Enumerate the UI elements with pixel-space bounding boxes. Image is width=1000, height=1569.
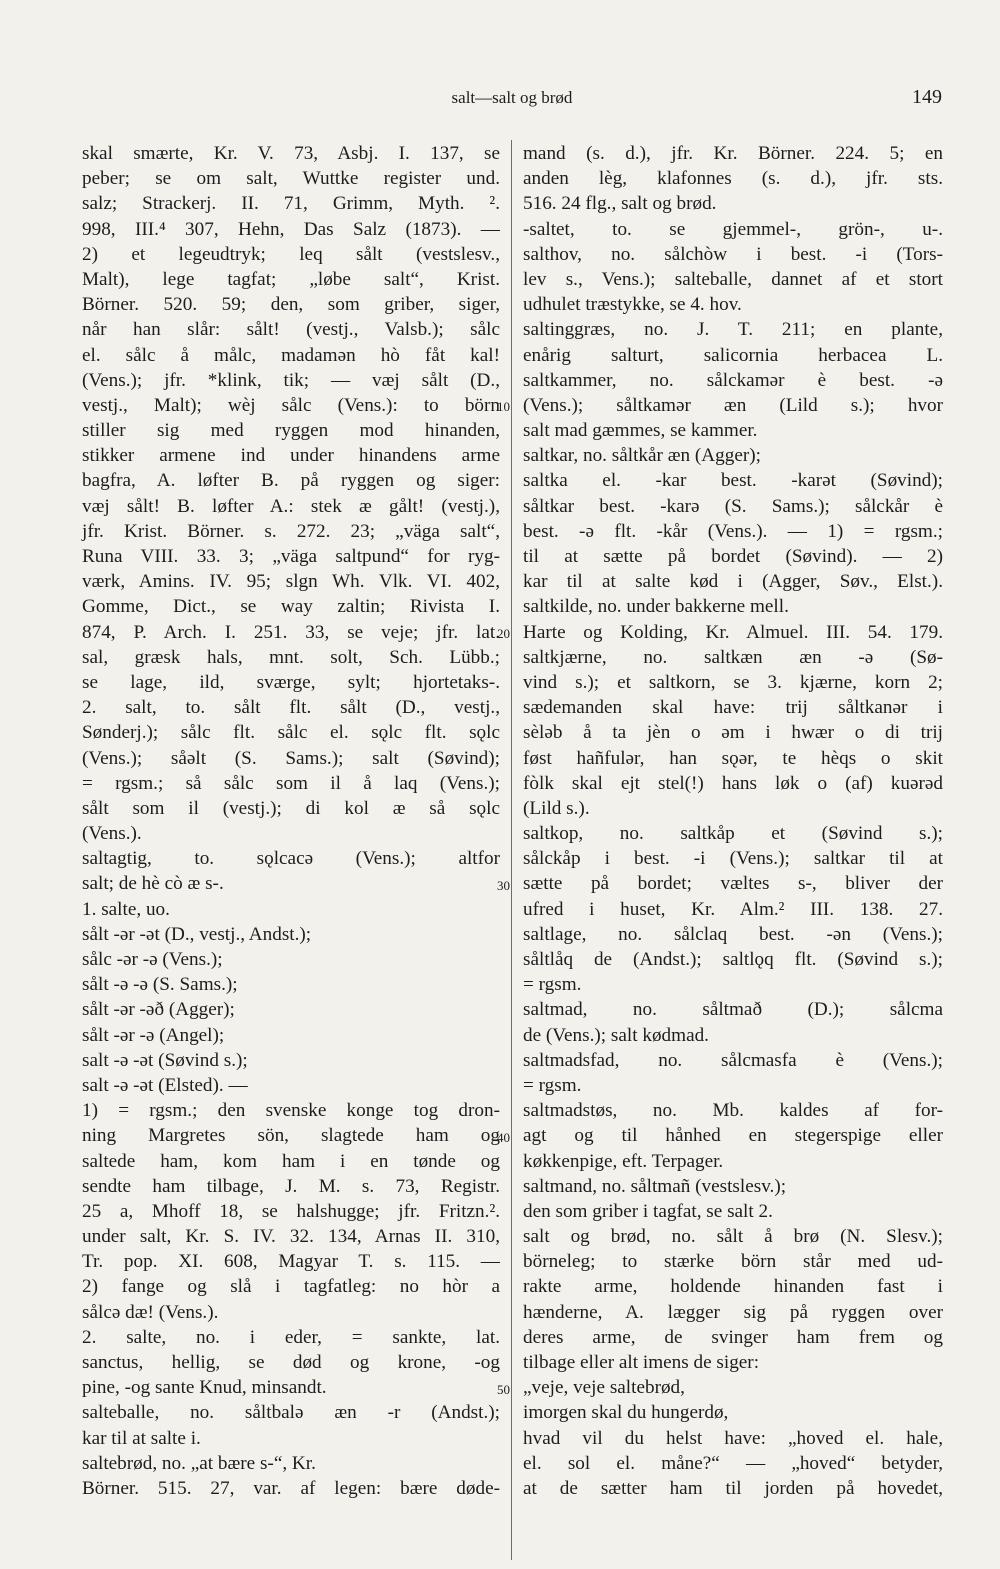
text-line: saltagtig, to. sǫlcacə (Vens.); altfor [82, 848, 500, 870]
text-line: saltmadsfad, no. sålcmasfa è (Vens.); [523, 1049, 943, 1071]
text-line: stikker armene ind under hinandens arme [82, 445, 500, 467]
text-line: sanctus, hellig, se død og krone, -og [82, 1352, 500, 1373]
text-line: sålt -ər -əð (Agger); [82, 999, 235, 1021]
text-line: fòlk skal ejt stel(!) hans løk o (af) kuərəd [523, 772, 943, 794]
text-line: salteballe, no. såltbalə æn -r (Andst.); [82, 1402, 500, 1424]
text-line: salt og brød, no. sålt å brø (N. Slesv.); [523, 1226, 943, 1248]
text-line: sal, græsk hals, mnt. solt, Sch. Lübb.; [82, 646, 500, 668]
text-line: sålt -ər -ə (Angel); [82, 1024, 225, 1046]
text-line: sålt -ə -ə (S. Sams.); [82, 974, 238, 996]
text-line: sålc -ər -ə (Vens.); [82, 949, 223, 970]
text-line: salt -ə -ət (Søvind s.); [82, 1049, 248, 1071]
text-line: sædemanden skal have: trij såltkanər i [523, 697, 943, 719]
text-line: saltmand, no. såltmañ (vestslesv.); [523, 1175, 787, 1197]
text-line: når han slår: sålt! (vestj., Valsb.); sålc [82, 319, 500, 341]
text-line: til at sætte på bordet (Søvind). — 2) [523, 546, 943, 567]
text-line: saltkar, no. såltkår æn (Agger); [523, 445, 761, 467]
text-line: = rgsm. [523, 1074, 582, 1096]
text-line: saltkjærne, no. saltkæn æn -ə (Sø- [523, 646, 943, 668]
text-line: el. sålc å målc, madamən hò fåt kal! [82, 344, 500, 366]
text-line: (Vens.); såltkamər æn (Lild s.); hvor [523, 394, 943, 416]
text-line: jfr. Krist. Börner. s. 272. 23; „väga salt“, [82, 520, 500, 542]
text-line: såltkar best. -karə (S. Sams.); sålckår è [523, 495, 943, 517]
text-line: deres arme, de svinger ham frem og [523, 1326, 943, 1348]
text-line: kar til at salte kød i (Agger, Søv., Elst.). [523, 571, 943, 593]
text-line: Börner. 515. 27, var. af legen: bære døde- [82, 1477, 500, 1499]
text-line: Börner. 520. 59; den, som griber, siger, [82, 294, 500, 316]
text-line: saltmad, no. såltmað (D.); sålcma [523, 999, 943, 1021]
text-line: 2. salt, to. sålt flt. sålt (D., vestj., [82, 697, 500, 719]
text-line: 2) fange og slå i tagfatleg: no hòr a [82, 1276, 500, 1298]
text-line: lev s., Vens.); salteballe, dannet af et stort [523, 268, 943, 290]
text-line: saltebrød, no. „at bære s-“, Kr. [82, 1452, 316, 1474]
text-line: tilbage eller alt imens de siger: [523, 1352, 760, 1373]
text-line: peber; se om salt, Wuttke register und. [82, 168, 500, 190]
text-line: anden lèg, klafonnes (s. d.), jfr. sts. [523, 168, 943, 190]
text-line: sålcə dæ! (Vens.). [82, 1301, 219, 1323]
text-line: under salt, Kr. S. IV. 32. 134, Arnas II. 310, [82, 1226, 500, 1248]
text-line: vind s.); et saltkorn, se 3. kjærne, korn 2; [523, 671, 943, 693]
text-line: saltkop, no. saltkåp et (Søvind s.); [523, 823, 943, 845]
text-line: bagfra, A. løfter B. på ryggen og siger: [82, 470, 500, 492]
text-line: börneleg; to stærke börn står med ud- [523, 1251, 943, 1273]
text-line: 2. salte, no. i eder, = sankte, lat. [82, 1326, 500, 1348]
text-line: udhulet træstykke, se 4. hov. [523, 294, 742, 316]
text-line: el. sol el. måne?“ — „hoved“ betyder, [523, 1452, 943, 1474]
text-line: salt mad gæmmes, se kammer. [523, 420, 758, 442]
text-line: (Vens.). [82, 823, 142, 845]
text-line: 1. salte, uo. [82, 898, 170, 920]
text-line: Harte og Kolding, Kr. Almuel. III. 54. 179. [523, 621, 943, 643]
text-line: saltka el. -kar best. -karət (Søvind); [523, 470, 943, 492]
text-line: skal smærte, Kr. V. 73, Asbj. I. 137, se [82, 143, 500, 164]
text-line: stiller sig med ryggen mod hinanden, [82, 420, 500, 442]
text-line: sålt som il (vestj.); di kol æ så sǫlc [82, 797, 500, 819]
text-line: agt og til hånhed en stegerspige eller [523, 1125, 943, 1147]
text-line: salthov, no. sålchòw i best. -i (Tors- [523, 243, 943, 265]
text-line: 25 a, Mhoff 18, se halshugge; jfr. Fritzn.². [82, 1200, 500, 1222]
text-line: salt; de hè cò æ s-. [82, 873, 224, 895]
text-line: imorgen skal du hungerdø, [523, 1402, 729, 1424]
text-line: kar til at salte i. [82, 1427, 201, 1449]
line-number: 50 [497, 1381, 510, 1397]
text-line: hvad vil du helst have: „hoved el. hale, [523, 1427, 943, 1449]
text-line: hænderne, A. lægger sig på ryggen over [523, 1301, 943, 1323]
text-line: føst hañfulər, han sǫər, te hèqs o skit [523, 747, 943, 769]
page-number: 149 [912, 86, 942, 108]
text-line: Tr. pop. XI. 608, Magyar T. s. 115. — [82, 1251, 500, 1273]
text-line: de (Vens.); salt kødmad. [523, 1024, 709, 1046]
text-line: den som griber i tagfat, se salt 2. [523, 1200, 773, 1222]
line-number: 20 [497, 625, 510, 641]
text-line: Malt), lege tagfat; „løbe salt“, Krist. [82, 268, 500, 290]
text-line: 1) = rgsm.; den svenske konge tog dron- [82, 1100, 500, 1122]
text-line: 516. 24 flg., salt og brød. [523, 193, 717, 215]
column-divider [511, 140, 512, 1560]
text-line: enårig salturt, salicornia herbacea L. [523, 344, 943, 366]
text-line: at de sætter ham til jorden på hovedet, [523, 1477, 943, 1499]
page-header [82, 86, 942, 116]
text-line: sætte på bordet; væltes s-, bliver der [523, 873, 943, 895]
text-line: saltinggræs, no. J. T. 211; en plante, [523, 319, 943, 341]
text-line: mand (s. d.), jfr. Kr. Börner. 224. 5; en [523, 143, 943, 164]
line-number: 40 [497, 1129, 510, 1145]
text-line: sålckåp i best. -i (Vens.); saltkar til at [523, 848, 943, 870]
text-line: 2) et legeudtryk; leq sålt (vestslesv., [82, 243, 500, 265]
text-line: pine, -og sante Knud, minsandt. [82, 1377, 327, 1399]
text-line: 874, P. Arch. I. 251. 33, se veje; jfr. lat. [82, 621, 500, 643]
text-line: væj sålt! B. løfter A.: stek æ gålt! (vestj.), [82, 495, 500, 517]
text-line: „veje, veje saltebrød, [523, 1377, 685, 1399]
text-line: Runa VIII. 33. 3; „väga saltpund“ for ryg- [82, 546, 500, 567]
text-line: rakte arme, holdende hinanden fast i [523, 1276, 943, 1298]
running-head: salt—salt og brød [451, 88, 573, 107]
text-line: køkkenpige, eft. Terpager. [523, 1150, 724, 1172]
text-line: (Vens.); jfr. *klink, tik; — væj sålt (D., [82, 369, 500, 391]
text-line: = rgsm. [523, 974, 582, 996]
line-number: 30 [497, 877, 510, 893]
text-line: -saltet, to. se gjemmel-, grön-, u-. [523, 218, 943, 240]
text-line: sendte ham tilbage, J. M. s. 73, Registr. [82, 1175, 500, 1197]
text-line: saltede ham, kom ham i en tønde og [82, 1150, 500, 1172]
left-column [82, 141, 500, 1501]
text-line: saltmadstøs, no. Mb. kaldes af for- [523, 1100, 943, 1122]
text-line: (Lild s.). [523, 797, 590, 819]
text-line: Sønderj.); sålc flt. sålc el. sǫlc flt. sǫlc [82, 722, 500, 744]
text-line: vestj., Malt); wèj sålc (Vens.): to börn [82, 394, 500, 416]
text-line: såltlåq de (Andst.); saltlǫq flt. (Søvind s.); [523, 949, 943, 970]
text-line: 998, III.⁴ 307, Hehn, Das Salz (1873). — [82, 218, 500, 240]
text-line: (Vens.); såəlt (S. Sams.); salt (Søvind); [82, 747, 500, 769]
right-column [523, 141, 943, 1501]
text-line: ning Margretes sön, slagtede ham og [82, 1125, 500, 1147]
line-number: 10 [497, 399, 510, 414]
text-line: salz; Strackerj. II. 71, Grimm, Myth. ². [82, 193, 500, 215]
text-line: saltkilde, no. under bakkerne mell. [523, 596, 789, 618]
text-line: ufred i huset, Kr. Alm.² III. 138. 27. [523, 898, 943, 920]
text-line: værk, Amins. IV. 95; slgn Wh. Vlk. VI. 402, [82, 571, 500, 593]
text-line: sålt -ər -ət (D., vestj., Andst.); [82, 923, 312, 945]
text-line: best. -ə flt. -kår (Vens.). — 1) = rgsm.; [523, 520, 943, 542]
text-line: Gomme, Dict., se way zaltin; Rivista I. [82, 596, 500, 618]
text-line: sèləb å ta jèn o əm i hwær o di trij [523, 722, 943, 744]
text-line: se lage, ild, sværge, sylt; hjortetaks-. [82, 671, 500, 693]
text-line: saltlage, no. sålclaq best. -ən (Vens.); [523, 923, 943, 945]
text-line: saltkammer, no. sålckamər è best. -ə [523, 369, 943, 391]
text-line: salt -ə -ət (Elsted). — [82, 1074, 248, 1096]
text-line: = rgsm.; så sålc som il å laq (Vens.); [82, 772, 500, 794]
